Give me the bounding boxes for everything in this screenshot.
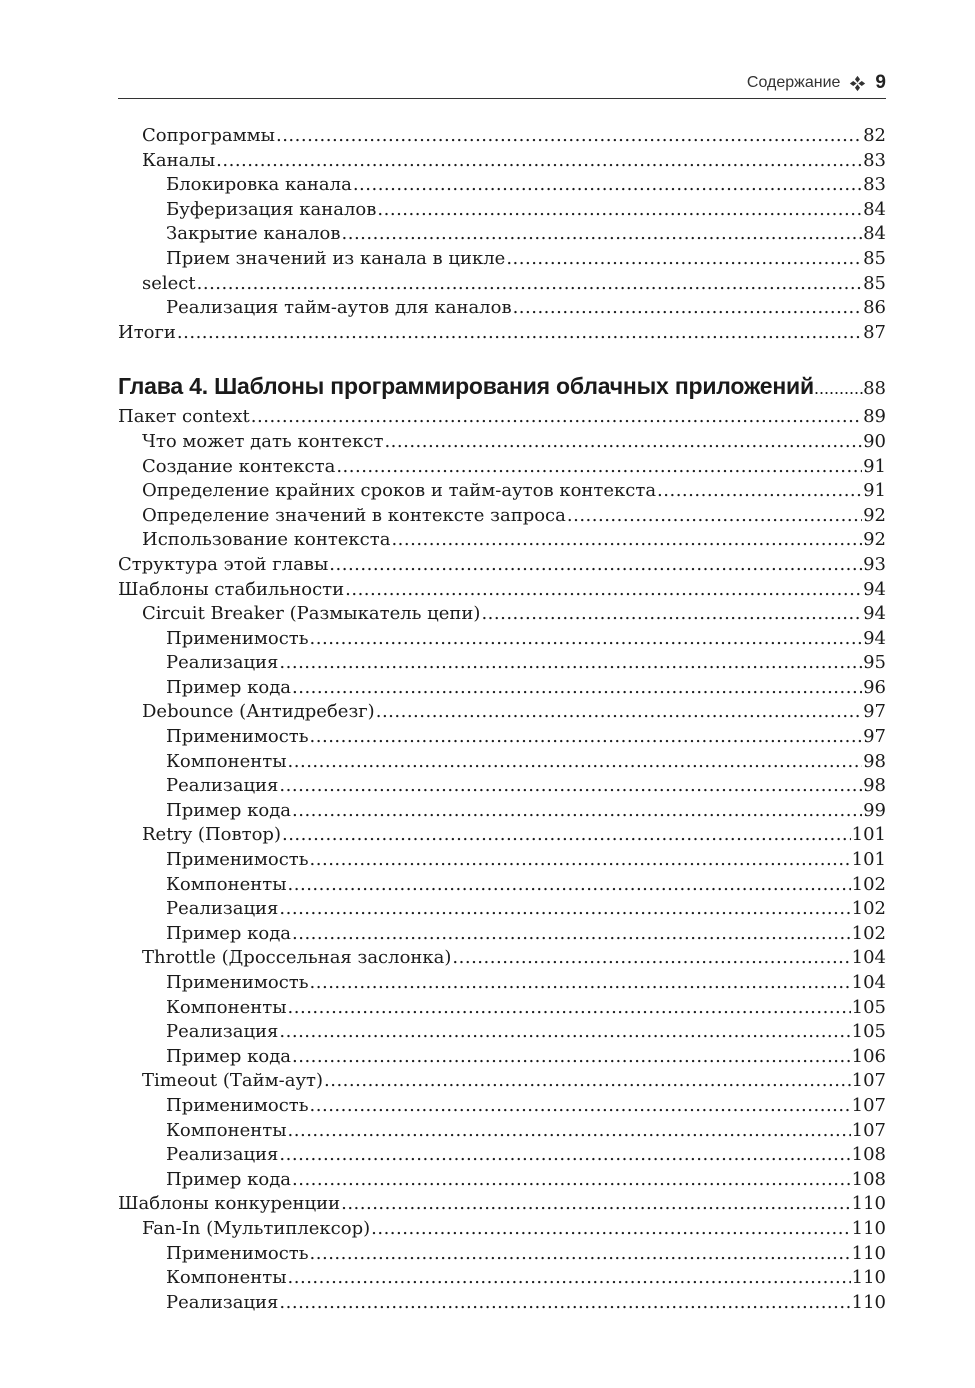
toc-leader-dots — [279, 1020, 850, 1045]
toc-entry — [118, 173, 886, 198]
toc-entry-title: Применимость — [166, 1242, 309, 1264]
toc-entry-title: select — [142, 272, 196, 294]
toc-leader-dots — [292, 676, 862, 701]
toc-entry-page: 83 — [863, 174, 886, 196]
toc-leader-dots — [324, 1069, 851, 1094]
toc-leader-dots — [377, 198, 862, 223]
toc-entry-title: Пример кода — [166, 676, 292, 698]
toc-entry-title: Сопрограммы — [142, 125, 275, 146]
header-title: Содержание — [746, 74, 841, 91]
toc-leader-dots — [376, 700, 862, 725]
toc-leader-dots — [345, 578, 862, 603]
toc-entry — [118, 1291, 886, 1316]
toc-entry-title: Debounce (Антидребезг) — [142, 701, 375, 723]
toc-entry-page: 110 — [851, 1193, 886, 1215]
toc-entry-page: 83 — [863, 149, 886, 171]
diamond-ornament-icon — [849, 75, 866, 92]
toc-entry-page: 110 — [851, 1267, 886, 1289]
toc-entry — [118, 430, 886, 455]
toc-entry-title: Блокировка канала — [166, 174, 352, 196]
toc-leader-dots — [657, 479, 862, 504]
toc-entry-page: 85 — [863, 247, 886, 269]
toc-leader-dots — [371, 1217, 851, 1242]
toc-entry — [118, 1119, 886, 1144]
toc-entry-page: 104 — [851, 972, 886, 993]
toc-entry — [118, 321, 886, 346]
toc-entry-page: 101 — [851, 849, 886, 871]
toc-entry-title: Шаблоны конкуренции — [118, 1193, 341, 1215]
toc-entry-page: 97 — [863, 726, 886, 748]
toc-entry-title: Структура этой главы — [118, 553, 329, 575]
toc-entry-title: Что может дать контекст — [142, 430, 384, 452]
toc-entry — [118, 823, 886, 848]
toc-leader-dots — [336, 455, 862, 480]
toc-entry-title: Шаблоны стабильности — [118, 578, 345, 600]
toc-entry-page: 94 — [863, 603, 886, 625]
toc-entry — [118, 1217, 886, 1242]
toc-entry-page: 102 — [851, 898, 886, 920]
toc-entry — [118, 676, 886, 701]
toc-entry-title: Пример кода — [166, 1168, 292, 1190]
toc-entry-page: 98 — [863, 775, 886, 797]
toc-entry-title: Retry (Повтор) — [142, 824, 281, 846]
toc-entry-page: 98 — [863, 750, 886, 772]
toc-entry-page: 108 — [851, 1168, 886, 1190]
toc-leader-dots — [341, 1192, 851, 1217]
toc-entry-title: Определение значений в контексте запроса — [142, 504, 566, 526]
toc-leader-dots — [279, 1143, 850, 1168]
toc-entry — [118, 774, 886, 799]
toc-leader-dots — [288, 1119, 851, 1144]
toc-entry-page: 102 — [851, 922, 886, 944]
chapter-page: 88 — [863, 378, 886, 400]
toc-entry-title: Применимость — [166, 627, 309, 649]
toc-entry-title: Circuit Breaker (Размыкатель цепи) — [142, 603, 481, 625]
toc-entry-title: Пример кода — [166, 799, 292, 821]
toc-entry-page: 87 — [863, 321, 886, 343]
chapter-title: Глава 4. Шаблоны программирования облачных приложений — [118, 373, 814, 400]
toc-entry — [118, 578, 886, 603]
toc-entry-title: Определение крайних сроков и тайм-аутов контекста — [142, 480, 657, 502]
toc-entry-title: Компоненты — [166, 996, 287, 1018]
toc-entry-title: Fan-In (Мультиплексор) — [142, 1217, 371, 1239]
toc-leader-dots — [292, 1168, 851, 1193]
toc-leader-dots — [384, 430, 862, 455]
toc-entry-title: Каналы — [142, 149, 216, 171]
toc-entry — [118, 725, 886, 750]
toc-leader-dots — [342, 222, 863, 247]
toc-entry-page: 110 — [851, 1242, 886, 1264]
toc-entry-page: 97 — [863, 701, 886, 723]
toc-entry — [118, 247, 886, 272]
toc-leader-dots — [506, 247, 862, 272]
toc-entry-title: Реализация — [166, 1021, 279, 1043]
toc-leader-dots — [481, 602, 862, 627]
toc-leader-dots — [292, 922, 851, 947]
toc-entry — [118, 873, 886, 898]
toc-leader-dots — [279, 897, 850, 922]
toc-entry-page: 107 — [851, 1119, 886, 1141]
toc-leader-dots — [177, 321, 862, 346]
toc-entry-page: 82 — [863, 125, 886, 146]
toc-entry-title: Реализация — [166, 898, 279, 920]
toc-entry-page: 86 — [863, 297, 886, 319]
toc-leader-dots — [513, 296, 863, 321]
toc-leader-dots — [329, 553, 862, 578]
toc-entry-page: 110 — [851, 1291, 886, 1313]
toc-entry — [118, 455, 886, 480]
toc-entry-page: 105 — [851, 996, 886, 1018]
toc-leader-dots — [310, 1242, 851, 1267]
toc-entry — [118, 528, 886, 553]
toc-entry — [118, 1168, 886, 1193]
toc-entry-page: 93 — [863, 553, 886, 575]
toc-entry — [118, 996, 886, 1021]
toc-entry-page: 96 — [863, 676, 886, 698]
toc-leader-dots — [292, 1045, 851, 1070]
toc-entry-title: Применимость — [166, 849, 309, 871]
toc-entry-title: Пример кода — [166, 1045, 292, 1067]
toc-entry — [118, 1242, 886, 1267]
toc-leader-dots — [216, 149, 862, 174]
toc-group-after — [118, 405, 886, 1315]
toc-entry — [118, 651, 886, 676]
toc-entry — [118, 124, 886, 149]
toc-group-before — [118, 124, 886, 345]
toc-entry-page: 104 — [851, 947, 886, 969]
toc-entry-page: 90 — [863, 430, 886, 452]
toc-entry-title: Прием значений из канала в цикле — [166, 247, 506, 269]
toc-entry — [118, 1020, 886, 1045]
toc-entry-title: Реализация тайм-аутов для каналов — [166, 297, 512, 319]
toc-entry-title: Создание контекста — [142, 455, 336, 477]
toc-entry-title: Компоненты — [166, 750, 287, 772]
toc-entry-title: Реализация — [166, 1144, 279, 1166]
toc-leader-dots — [276, 124, 862, 149]
chapter-heading — [118, 371, 886, 401]
toc-entry — [118, 627, 886, 652]
toc-leader-dots — [310, 725, 863, 750]
toc-entry-title: Реализация — [166, 1291, 279, 1313]
toc-entry-title: Применимость — [166, 726, 309, 748]
toc-leader-dots — [279, 651, 862, 676]
toc-entry — [118, 222, 886, 247]
toc-entry — [118, 897, 886, 922]
toc-leader-dots — [567, 504, 862, 529]
header-right — [747, 72, 886, 94]
toc-entry-page: 92 — [863, 504, 886, 526]
toc-entry — [118, 504, 886, 529]
toc-entry-page: 102 — [851, 873, 886, 895]
toc-entry — [118, 149, 886, 174]
toc-leader-dots — [251, 405, 862, 430]
toc-entry-title: Итоги — [118, 321, 176, 343]
toc-leader-dots — [310, 848, 851, 873]
toc-leader-dots — [452, 946, 850, 971]
toc-entry-title: Применимость — [166, 1094, 309, 1116]
toc-entry — [118, 553, 886, 578]
toc-leader-dots — [279, 1291, 850, 1316]
toc-entry-page: 91 — [863, 455, 886, 477]
toc-entry-page: 94 — [863, 578, 886, 600]
toc-entry — [118, 1266, 886, 1291]
toc-entry-page: 94 — [863, 627, 886, 649]
toc-entry — [118, 1045, 886, 1070]
toc-entry — [118, 296, 886, 321]
toc-entry — [118, 750, 886, 775]
toc-leader-dots — [292, 799, 862, 824]
toc-entry — [118, 1143, 886, 1168]
toc-entry-title: Реализация — [166, 775, 279, 797]
toc-entry-title: Использование контекста — [142, 529, 391, 551]
toc-entry-title: Компоненты — [166, 1119, 287, 1141]
toc-entry — [118, 272, 886, 297]
toc-leader-dots — [353, 173, 862, 198]
toc-entry-page: 101 — [851, 824, 886, 846]
toc-leader-dots — [288, 996, 851, 1021]
toc-entry-title: Timeout (Тайм-аут) — [142, 1070, 324, 1092]
toc-entry — [118, 479, 886, 504]
chapter-leader-dots — [814, 373, 863, 403]
toc-leader-dots — [282, 823, 851, 848]
toc-entry-title: Закрытие каналов — [166, 223, 341, 245]
toc-entry — [118, 799, 886, 824]
toc-entry — [118, 922, 886, 947]
toc-entry — [118, 1192, 886, 1217]
toc-entry-page: 108 — [851, 1144, 886, 1166]
toc-entry — [118, 700, 886, 725]
toc-entry-title: Компоненты — [166, 873, 287, 895]
toc-entry-page: 107 — [851, 1070, 886, 1092]
toc-entry — [118, 198, 886, 223]
toc-entry-title: Пакет context — [118, 406, 250, 428]
toc-entry-page: 95 — [863, 652, 886, 674]
toc-leader-dots — [279, 774, 862, 799]
toc-entry — [118, 946, 886, 971]
toc-leader-dots — [310, 1094, 851, 1119]
toc-entry — [118, 1069, 886, 1094]
toc-leader-dots — [288, 1266, 851, 1291]
toc-leader-dots — [391, 528, 862, 553]
toc-entry-title: Применимость — [166, 972, 309, 993]
running-header — [118, 66, 886, 99]
header-page-number: 9 — [875, 72, 886, 93]
toc-leader-dots — [197, 272, 862, 297]
toc-entry — [118, 848, 886, 873]
toc-leader-dots — [310, 971, 851, 996]
toc-entry-page: 84 — [863, 223, 886, 245]
table-of-contents — [118, 124, 886, 1315]
toc-entry-title: Реализация — [166, 652, 279, 674]
toc-entry — [118, 1094, 886, 1119]
toc-entry-title: Throttle (Дроссельная заслонка) — [142, 947, 452, 969]
toc-entry-page: 110 — [851, 1217, 886, 1239]
toc-entry-page: 84 — [863, 198, 886, 220]
toc-entry-title: Компоненты — [166, 1267, 287, 1289]
toc-entry-page: 99 — [863, 799, 886, 821]
toc-entry — [118, 602, 886, 627]
toc-entry-page: 85 — [863, 272, 886, 294]
toc-entry-title: Буферизация каналов — [166, 198, 377, 220]
toc-entry-page: 106 — [851, 1045, 886, 1067]
toc-entry-page: 107 — [851, 1094, 886, 1116]
toc-entry — [118, 971, 886, 996]
toc-leader-dots — [288, 873, 851, 898]
toc-entry-page: 105 — [851, 1021, 886, 1043]
toc-leader-dots — [288, 750, 863, 775]
toc-leader-dots — [310, 627, 863, 652]
toc-entry-page: 89 — [863, 406, 886, 428]
toc-entry-title: Пример кода — [166, 922, 292, 944]
toc-entry-page: 91 — [863, 480, 886, 502]
toc-entry-page: 92 — [863, 529, 886, 551]
toc-entry — [118, 405, 886, 430]
